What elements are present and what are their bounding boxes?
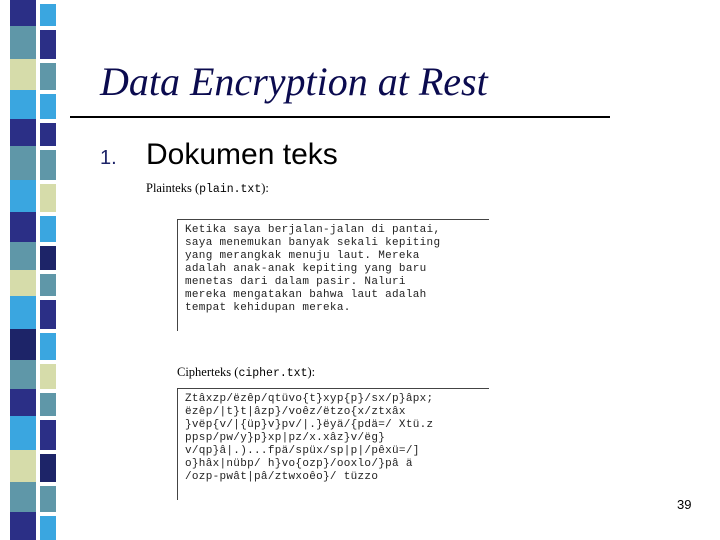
ciphertext-caption [177,365,315,380]
stripe-accent-block [40,300,56,329]
plaintext-caption-prefix: Plainteks ( [146,181,200,195]
stripe-accent-block [40,420,56,450]
stripe-block [10,450,36,482]
ciphertext-caption-prefix: Cipherteks ( [177,365,239,379]
stripe-block [10,90,36,119]
stripe-accent-block [40,246,56,270]
ciphertext-line: Ztâxzp/ëzêp/qtüvo{t}xyp{p}/sx/p}âpx; [185,393,434,405]
stripe-accent-block [40,63,56,90]
stripe-block [10,296,36,329]
stripe-accent-block [40,486,56,512]
title-underline [70,116,610,118]
plaintext-line: tempat kehidupan mereka. [185,302,351,314]
stripe-block [10,482,36,512]
stripe-block [10,512,36,540]
stripe-accent-block [40,274,56,296]
decorative-color-stripe [0,0,66,540]
stripe-block [10,212,36,242]
stripe-accent-block [40,516,56,540]
stripe-block [10,59,36,90]
stripe-block [10,329,36,360]
page-number: 39 [677,497,692,512]
plaintext-line: yang merangkak menuju laut. Mereka [185,250,420,262]
stripe-accent-block [40,94,56,119]
ciphertext-line: o}hâx|nübp/ h}vo{ozp}/ooxlo/}pâ ä [185,458,413,470]
plaintext-caption [146,181,269,196]
plaintext-line: menetas dari dalam pasir. Naluri [185,276,406,288]
ciphertext-caption-suffix: ): [307,365,316,379]
plaintext-line: adalah anak-anak kepiting yang baru [185,263,427,275]
stripe-block [10,416,36,450]
stripe-accent-block [40,216,56,242]
stripe-block [10,0,36,26]
plaintext-line: saya menemukan banyak sekali kepiting [185,237,441,249]
list-item-number: 1. [100,147,117,169]
ciphertext-line: ppsp/pw/y}p}xp|pz/x.xâz}v/ëg} [185,432,386,444]
stripe-accent-block [40,123,56,146]
stripe-accent-block [40,393,56,416]
stripe-accent-block [40,333,56,360]
stripe-block [10,146,36,180]
stripe-block [10,270,36,296]
stripe-block [10,119,36,146]
plaintext-content-box [177,219,489,331]
stripe-accent-block [40,454,56,482]
stripe-accent-block [40,364,56,389]
stripe-block [10,360,36,389]
stripe-block [10,26,36,59]
ciphertext-line: v/qp}â|.)...fpä/spüx/sp|p|/pêxü=/] [185,445,420,457]
stripe-accent-block [40,4,56,26]
list-item-heading: Dokumen teks [146,138,338,171]
ciphertext-filename: cipher.txt [238,367,308,380]
plaintext-filename: plain.txt [199,183,262,196]
slide-title: Data Encryption at Rest [100,59,488,104]
plaintext-line: mereka mengatakan bahwa laut adalah [185,289,427,301]
ciphertext-line: ëzêp/|t}t|âzp}/voêz/ëtzo{x/ztxâx [185,406,406,418]
stripe-block [10,180,36,212]
ciphertext-line: }vëp{v/|{üp}v}pv/|.}ëyä/{pdä=/ Xtü.z [185,419,434,431]
ciphertext-content-box [177,388,489,500]
stripe-block [10,242,36,270]
stripe-accent-block [40,184,56,212]
ciphertext-line: /ozp-pwât|pâ/ztwxoêo}/ tüzzo [185,471,379,483]
plaintext-line: Ketika saya berjalan-jalan di pantai, [185,224,441,236]
stripe-block [10,389,36,416]
plaintext-caption-suffix: ): [261,181,269,195]
stripe-accent-block [40,30,56,59]
stripe-accent-block [40,150,56,180]
